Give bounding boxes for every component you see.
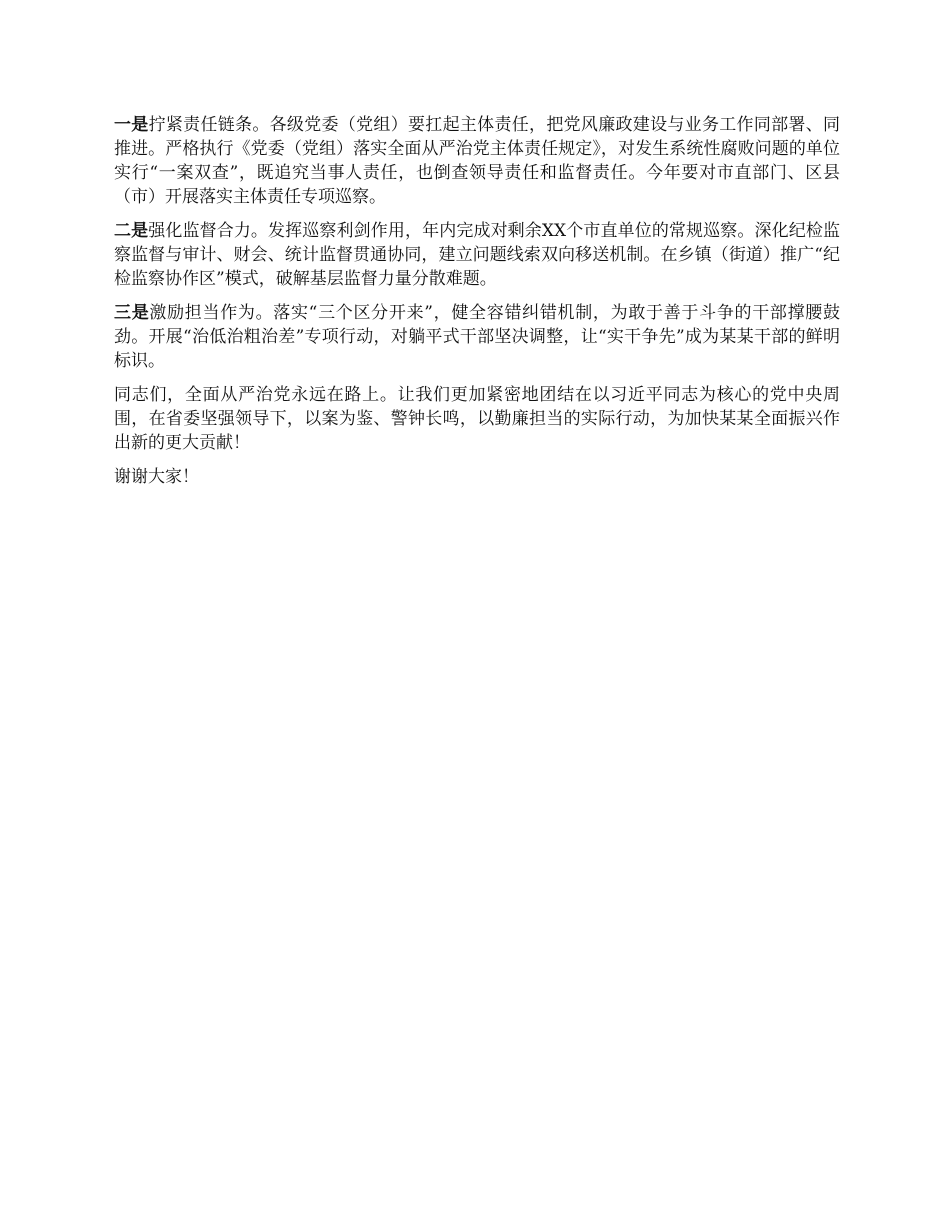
paragraph-text: 拧紧责任链条。各级党委（党组）要扛起主体责任，把党风廉政建设与业务工作同部署、同推进。严格执行《党委（党组）落实全面从严治党主体责任规定》，对发生系统性腐败问题的单位实行“一案双查”，既追究当事人责任，也倒查领导责任和监督责任。今年要对市直部门、区县（市）开展落实主体责任专项巡察。 [114,115,841,207]
paragraph-thanks [114,465,840,489]
paragraph-text: 同志们，全面从严治党永远在路上。让我们更加紧密地团结在以习近平同志为核心的党中央周围，在省委坚强领导下，以案为鉴、警钟长鸣，以勤廉担当的实际行动，为加快某某全面振兴作出新的更大贡献！ [114,385,840,453]
paragraph-lead: 三是 [114,303,150,323]
paragraph-point-three [114,301,840,373]
paragraph-text: 谢谢大家！ [114,467,199,487]
paragraph-lead: 二是 [114,221,149,241]
paragraph-text: 强化监督合力。发挥巡察利剑作用，年内完成对剩余XX个市直单位的常规巡察。深化纪检监察监督与审计、财会、统计监督贯通协同，建立问题线索双向移送机制。在乡镇（街道）推广“纪检监察协作区”模式，破解基层监督力量分散难题。 [114,221,840,289]
paragraph-closing [114,383,840,455]
paragraph-lead: 一是 [114,115,149,135]
paragraph-point-two [114,219,840,291]
document-body [114,113,840,499]
paragraph-text: 激励担当作为。落实“三个区分开来”，健全容错纠错机制，为敢于善于斗争的干部撑腰鼓劲。开展“治低治粗治差”专项行动，对躺平式干部坚决调整，让“实干争先”成为某某干部的鲜明标识。 [114,303,841,371]
paragraph-point-one [114,113,840,209]
